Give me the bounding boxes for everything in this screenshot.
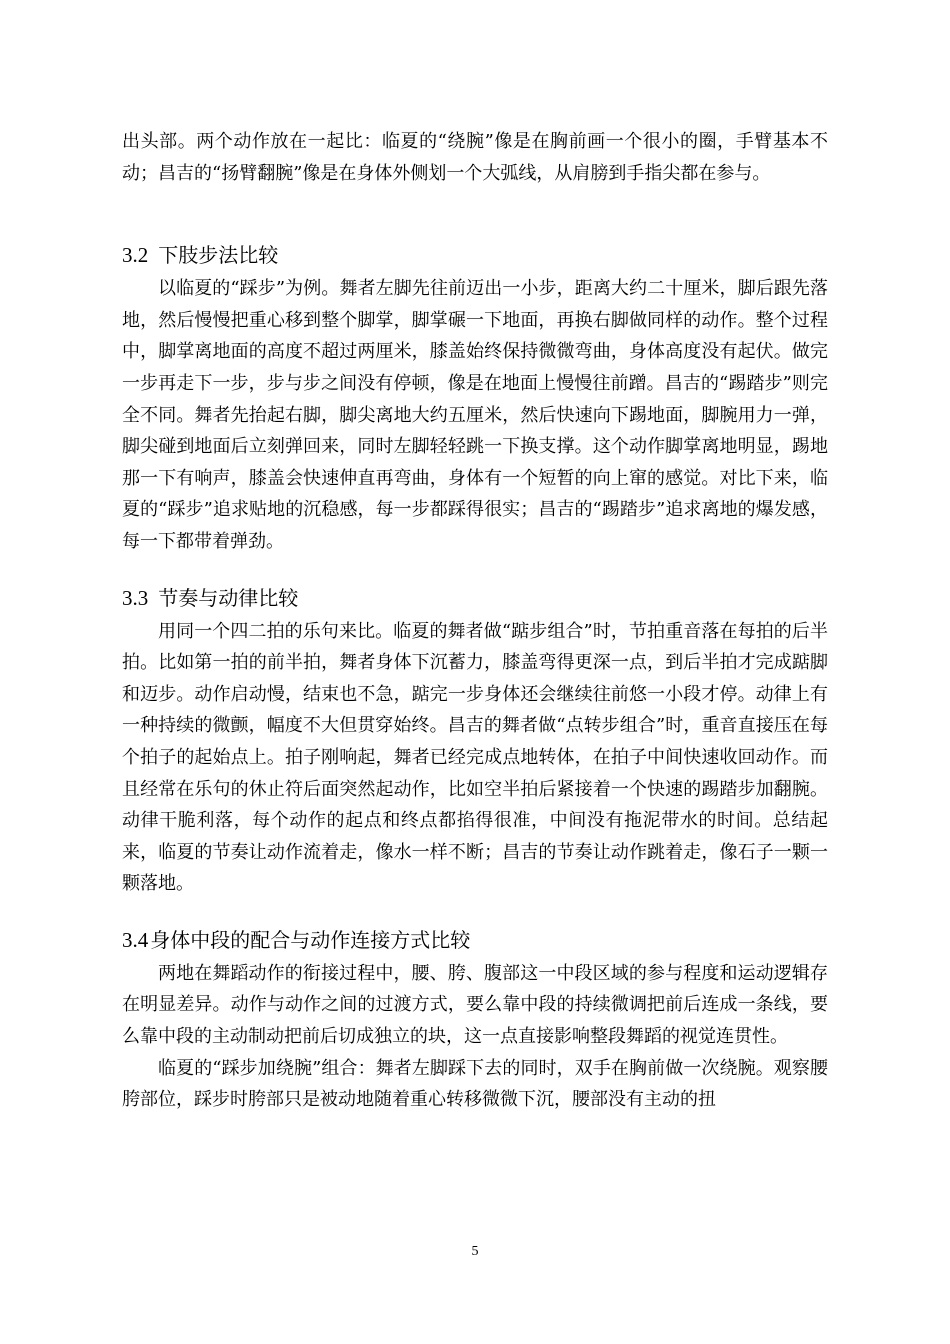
- section-heading-3-2: [122, 237, 828, 273]
- page-content: [122, 126, 828, 1116]
- section-title: 身体中段的配合与动作连接方式比较: [150, 927, 471, 952]
- section-number: 3.4: [122, 927, 149, 952]
- paragraph-lower-limb: 以临夏的“踩步”为例。舞者左脚先往前迈出一小步，距离大约二十厘米，脚后跟先落地，然后慢慢把重心移到整个脚掌，脚掌碾一下地面，再换右脚做同样的动作。整个过程中，脚掌离地面的高度不超过两厘米，膝盖始终保持微微弯曲，身体高度没有起伏。做完一步再走下一步，步与步之间没有停顿，像是在地面上慢慢往前蹭。昌吉的“踢踏步”则完全不同。舞者先抬起右脚，脚尖离地大约五厘米，然后快速向下踢地面，脚腕用力一弹，脚尖碰到地面后立刻弹回来，同时左脚轻轻跳一下换支撑。这个动作脚掌离地明显，踢地那一下有响声，膝盖会快速伸直再弯曲，身体有一个短暂的向上窜的感觉。对比下来，临夏的“踩步”追求贴地的沉稳感，每一步都踩得很实；昌吉的“踢踏步”追求离地的爆发感，每一下都带着弹劲。: [122, 278, 828, 552]
- section-number: 3.2: [122, 243, 149, 268]
- section-heading-3-3: [122, 580, 828, 616]
- section-gap: [122, 189, 828, 237]
- page-number: 5: [471, 1244, 479, 1259]
- section-title: 节奏与动律比较: [158, 585, 299, 610]
- paragraph-rhythm: 用同一个四二拍的乐句来比。临夏的舞者做“踮步组合”时，节拍重音落在每拍的后半拍。比如第一拍的前半拍，舞者身体下沉蓄力，膝盖弯得更深一点，到后半拍才完成踮脚和迈步。动作启动慢，结束也不急，踮完一步身体还会继续往前悠一小段才停。动律上有一种持续的微颤，幅度不大但贯穿始终。昌吉的舞者做“点转步组合”时，重音直接压在每个拍子的起始点上。拍子刚响起，舞者已经完成点地转体，在拍子中间快速收回动作。而且经常在乐句的休止符后面突然起动作，比如空半拍后紧接着一个快速的踢踏步加翻腕。动律干脆利落，每个动作的起点和终点都掐得很准，中间没有拖泥带水的时间。总结起来，临夏的节奏让动作流着走，像水一样不断；昌吉的节奏让动作跳着走，像石子一颗一颗落地。: [122, 620, 828, 895]
- paragraph-continued: 出头部。两个动作放在一起比：临夏的“绕腕”像是在胸前画一个很小的圈，手臂基本不动；昌吉的“扬臂翻腕”像是在身体外侧划一个大弧线，从肩膀到手指尖都在参与。: [122, 131, 828, 184]
- section-heading-3-4: [122, 922, 828, 958]
- paragraph-combination: 临夏的“踩步加绕腕”组合：舞者左脚踩下去的同时，双手在胸前做一次绕腕。观察腰胯部位，踩步时胯部只是被动地随着重心转移微微下沉，腰部没有主动的扭: [122, 1057, 828, 1111]
- section-title: 下肢步法比较: [158, 243, 279, 268]
- section-number: 3.3: [122, 585, 149, 610]
- section-gap: [122, 900, 828, 922]
- section-gap: [122, 558, 828, 580]
- paragraph-middle-body: 两地在舞蹈动作的衔接过程中，腰、胯、腹部这一中段区域的参与程度和运动逻辑存在明显差异。动作与动作之间的过渡方式，要么靠中段的持续微调把前后连成一条线，要么靠中段的主动制动把前后切成独立的块，这一点直接影响整段舞蹈的视觉连贯性。: [122, 962, 828, 1048]
